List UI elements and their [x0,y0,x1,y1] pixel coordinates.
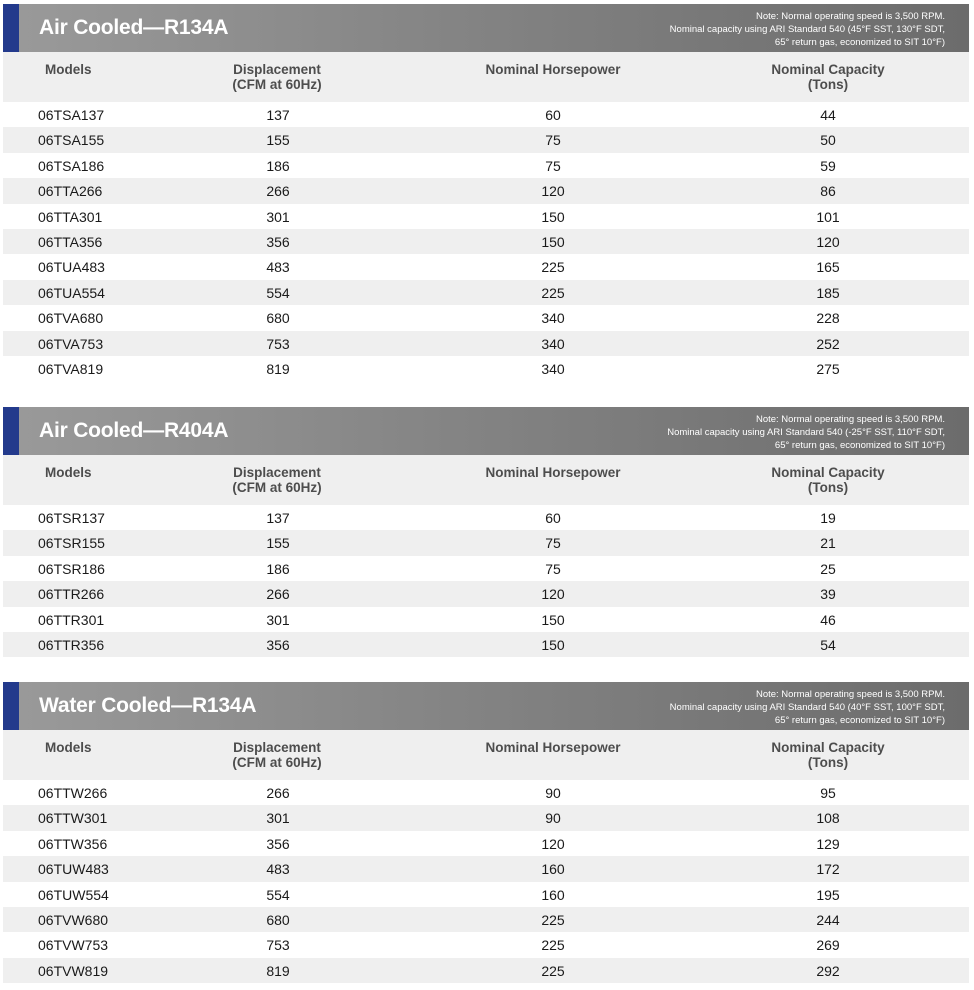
header-line: (CFM at 60Hz) [232,77,322,92]
table-row [3,632,969,657]
cell-model: 06TTW356 [38,835,108,852]
table-row [3,907,969,932]
cell-model: 06TSR155 [38,535,105,552]
header-line: Displacement [233,62,321,77]
header-models: Models [45,62,92,77]
cell-horsepower: 340 [541,335,565,352]
cell-displacement: 753 [266,335,290,352]
header-displacement [221,465,333,495]
cell-horsepower: 120 [541,183,565,200]
section-title: Water Cooled—R134A [39,694,257,717]
cell-displacement: 554 [266,284,290,301]
cell-horsepower: 75 [545,535,561,552]
cell-displacement: 356 [266,233,290,250]
header-models: Models [45,465,92,480]
header-line: Displacement [233,740,321,755]
note-line: Note: Normal operating speed is 3,500 RPM. [755,11,945,22]
section-air-cooled-r134a [3,4,969,381]
section-air-cooled-r404a [3,407,969,657]
cell-horsepower: 90 [545,785,561,801]
cell-model: 06TUW483 [38,861,109,878]
cell-horsepower: 150 [541,233,565,250]
cell-displacement: 680 [266,310,290,327]
note-line: 65° return gas, economized to SIT 10°F) [774,715,945,726]
header-models: Models [45,740,92,755]
header-line: Nominal Capacity [771,465,885,480]
table-body [3,102,969,381]
header-capacity [755,62,901,92]
header-horsepower: Nominal Horsepower [485,465,621,480]
cell-horsepower: 150 [541,611,565,628]
cell-horsepower: 160 [541,886,565,903]
cell-displacement: 819 [266,962,290,979]
cell-model: 06TSA155 [38,132,105,149]
header-line: (Tons) [807,480,849,495]
header-line: Nominal Capacity [771,62,885,77]
cell-model: 06TUW554 [38,886,109,903]
table-row [3,305,969,330]
cell-capacity: 21 [820,535,836,552]
note-line: Note: Normal operating speed is 3,500 RPM. [755,689,945,700]
table-row [3,204,969,229]
cell-horsepower: 120 [541,586,565,603]
cell-capacity: 165 [816,259,840,276]
cell-capacity: 195 [816,886,840,903]
header-capacity [755,740,901,770]
table-row [3,102,969,127]
cell-model: 06TTW266 [38,785,108,801]
cell-horsepower: 60 [545,510,561,526]
cell-horsepower: 225 [541,937,565,954]
cell-horsepower: 75 [545,132,561,149]
cell-model: 06TSA137 [38,107,105,123]
cell-displacement: 186 [266,157,290,174]
header-horsepower: Nominal Horsepower [485,62,621,77]
section-note [585,688,945,727]
cell-capacity: 50 [820,132,836,149]
cell-capacity: 25 [820,560,836,577]
section-banner [3,682,969,730]
cell-capacity: 108 [816,810,840,827]
table-header [3,52,969,102]
cell-displacement: 137 [266,107,290,123]
accent-bar [3,407,19,455]
accent-bar [3,682,19,730]
cell-displacement: 266 [266,586,290,603]
cell-capacity: 95 [820,785,836,801]
cell-displacement: 155 [266,535,290,552]
table-row [3,127,969,152]
cell-capacity: 39 [820,586,836,603]
cell-model: 06TVW753 [38,937,109,954]
cell-model: 06TVA753 [38,335,104,352]
cell-displacement: 680 [266,911,290,928]
table-row [3,530,969,555]
table-row [3,581,969,606]
table-row [3,607,969,632]
cell-displacement: 301 [266,611,290,628]
cell-displacement: 483 [266,861,290,878]
header-capacity [755,465,901,495]
header-horsepower: Nominal Horsepower [485,740,621,755]
table-row [3,856,969,881]
cell-model: 06TVW819 [38,962,109,979]
cell-displacement: 819 [266,360,290,377]
header-line: (CFM at 60Hz) [232,755,322,770]
cell-capacity: 172 [816,861,840,878]
cell-horsepower: 340 [541,360,565,377]
table-row [3,178,969,203]
cell-model: 06TTA356 [38,233,103,250]
cell-capacity: 46 [820,611,836,628]
table-body [3,505,969,657]
cell-horsepower: 225 [541,259,565,276]
table-row [3,831,969,856]
cell-capacity: 54 [820,636,836,653]
cell-capacity: 185 [816,284,840,301]
note-line: Nominal capacity using ARI Standard 540 (-25°F SST, 110°F SDT, [667,427,945,438]
header-line: (Tons) [807,77,849,92]
cell-displacement: 137 [266,510,290,526]
table-body [3,780,969,983]
cell-model: 06TTA301 [38,208,103,225]
cell-model: 06TUA483 [38,259,105,276]
cell-displacement: 483 [266,259,290,276]
table-row [3,229,969,254]
header-displacement [221,740,333,770]
table-row [3,153,969,178]
note-line: Nominal capacity using ARI Standard 540 (45°F SST, 130°F SDT, [669,24,945,35]
cell-capacity: 275 [816,360,840,377]
accent-bar [3,4,19,52]
cell-displacement: 356 [266,636,290,653]
cell-model: 06TTA266 [38,183,103,200]
cell-displacement: 356 [266,835,290,852]
note-line: Nominal capacity using ARI Standard 540 (40°F SST, 100°F SDT, [669,702,945,713]
cell-capacity: 59 [820,157,836,174]
cell-capacity: 101 [816,208,840,225]
header-line: (Tons) [807,755,849,770]
cell-capacity: 269 [816,937,840,954]
cell-horsepower: 120 [541,835,565,852]
cell-model: 06TUA554 [38,284,105,301]
table-header [3,730,969,780]
section-banner [3,4,969,52]
cell-horsepower: 150 [541,208,565,225]
cell-capacity: 19 [820,510,836,526]
table-row [3,505,969,530]
note-line: 65° return gas, economized to SIT 10°F) [774,440,945,451]
cell-model: 06TTR266 [38,586,105,603]
cell-model: 06TTR301 [38,611,105,628]
table-row [3,805,969,830]
cell-horsepower: 150 [541,636,565,653]
note-line: 65° return gas, economized to SIT 10°F) [774,37,945,48]
cell-horsepower: 75 [545,157,561,174]
table-row [3,356,969,381]
section-banner [3,407,969,455]
header-line: (CFM at 60Hz) [232,480,322,495]
section-title: Air Cooled—R404A [39,419,229,442]
cell-capacity: 252 [816,335,840,352]
cell-capacity: 292 [816,962,840,979]
cell-horsepower: 340 [541,310,565,327]
cell-model: 06TSR186 [38,560,105,577]
cell-horsepower: 225 [541,284,565,301]
cell-capacity: 244 [816,911,840,928]
header-line: Displacement [233,465,321,480]
cell-model: 06TTW301 [38,810,108,827]
cell-horsepower: 75 [545,560,561,577]
cell-displacement: 155 [266,132,290,149]
cell-capacity: 228 [816,310,840,327]
table-header [3,455,969,505]
section-title: Air Cooled—R134A [39,16,229,39]
cell-model: 06TSR137 [38,510,105,526]
cell-displacement: 554 [266,886,290,903]
table-row [3,882,969,907]
cell-capacity: 120 [816,233,840,250]
cell-displacement: 753 [266,937,290,954]
cell-horsepower: 160 [541,861,565,878]
table-row [3,932,969,957]
section-note [585,10,945,49]
section-water-cooled-r134a [3,682,969,983]
table-row [3,556,969,581]
table-row [3,331,969,356]
cell-displacement: 301 [266,810,290,827]
cell-displacement: 266 [266,183,290,200]
table-row [3,254,969,279]
header-displacement [221,62,333,92]
cell-model: 06TVA819 [38,360,104,377]
section-note [585,413,945,452]
table-row [3,280,969,305]
cell-horsepower: 225 [541,962,565,979]
cell-horsepower: 225 [541,911,565,928]
table-row [3,780,969,805]
table-row [3,958,969,983]
note-line: Note: Normal operating speed is 3,500 RPM. [755,414,945,425]
cell-horsepower: 90 [545,810,561,827]
cell-model: 06TSA186 [38,157,105,174]
cell-capacity: 86 [820,183,836,200]
cell-displacement: 266 [266,785,290,801]
cell-model: 06TVA680 [38,310,104,327]
cell-displacement: 186 [266,560,290,577]
cell-capacity: 44 [820,107,836,123]
cell-displacement: 301 [266,208,290,225]
cell-capacity: 129 [816,835,840,852]
cell-model: 06TTR356 [38,636,105,653]
header-line: Nominal Capacity [771,740,885,755]
cell-model: 06TVW680 [38,911,109,928]
cell-horsepower: 60 [545,107,561,123]
